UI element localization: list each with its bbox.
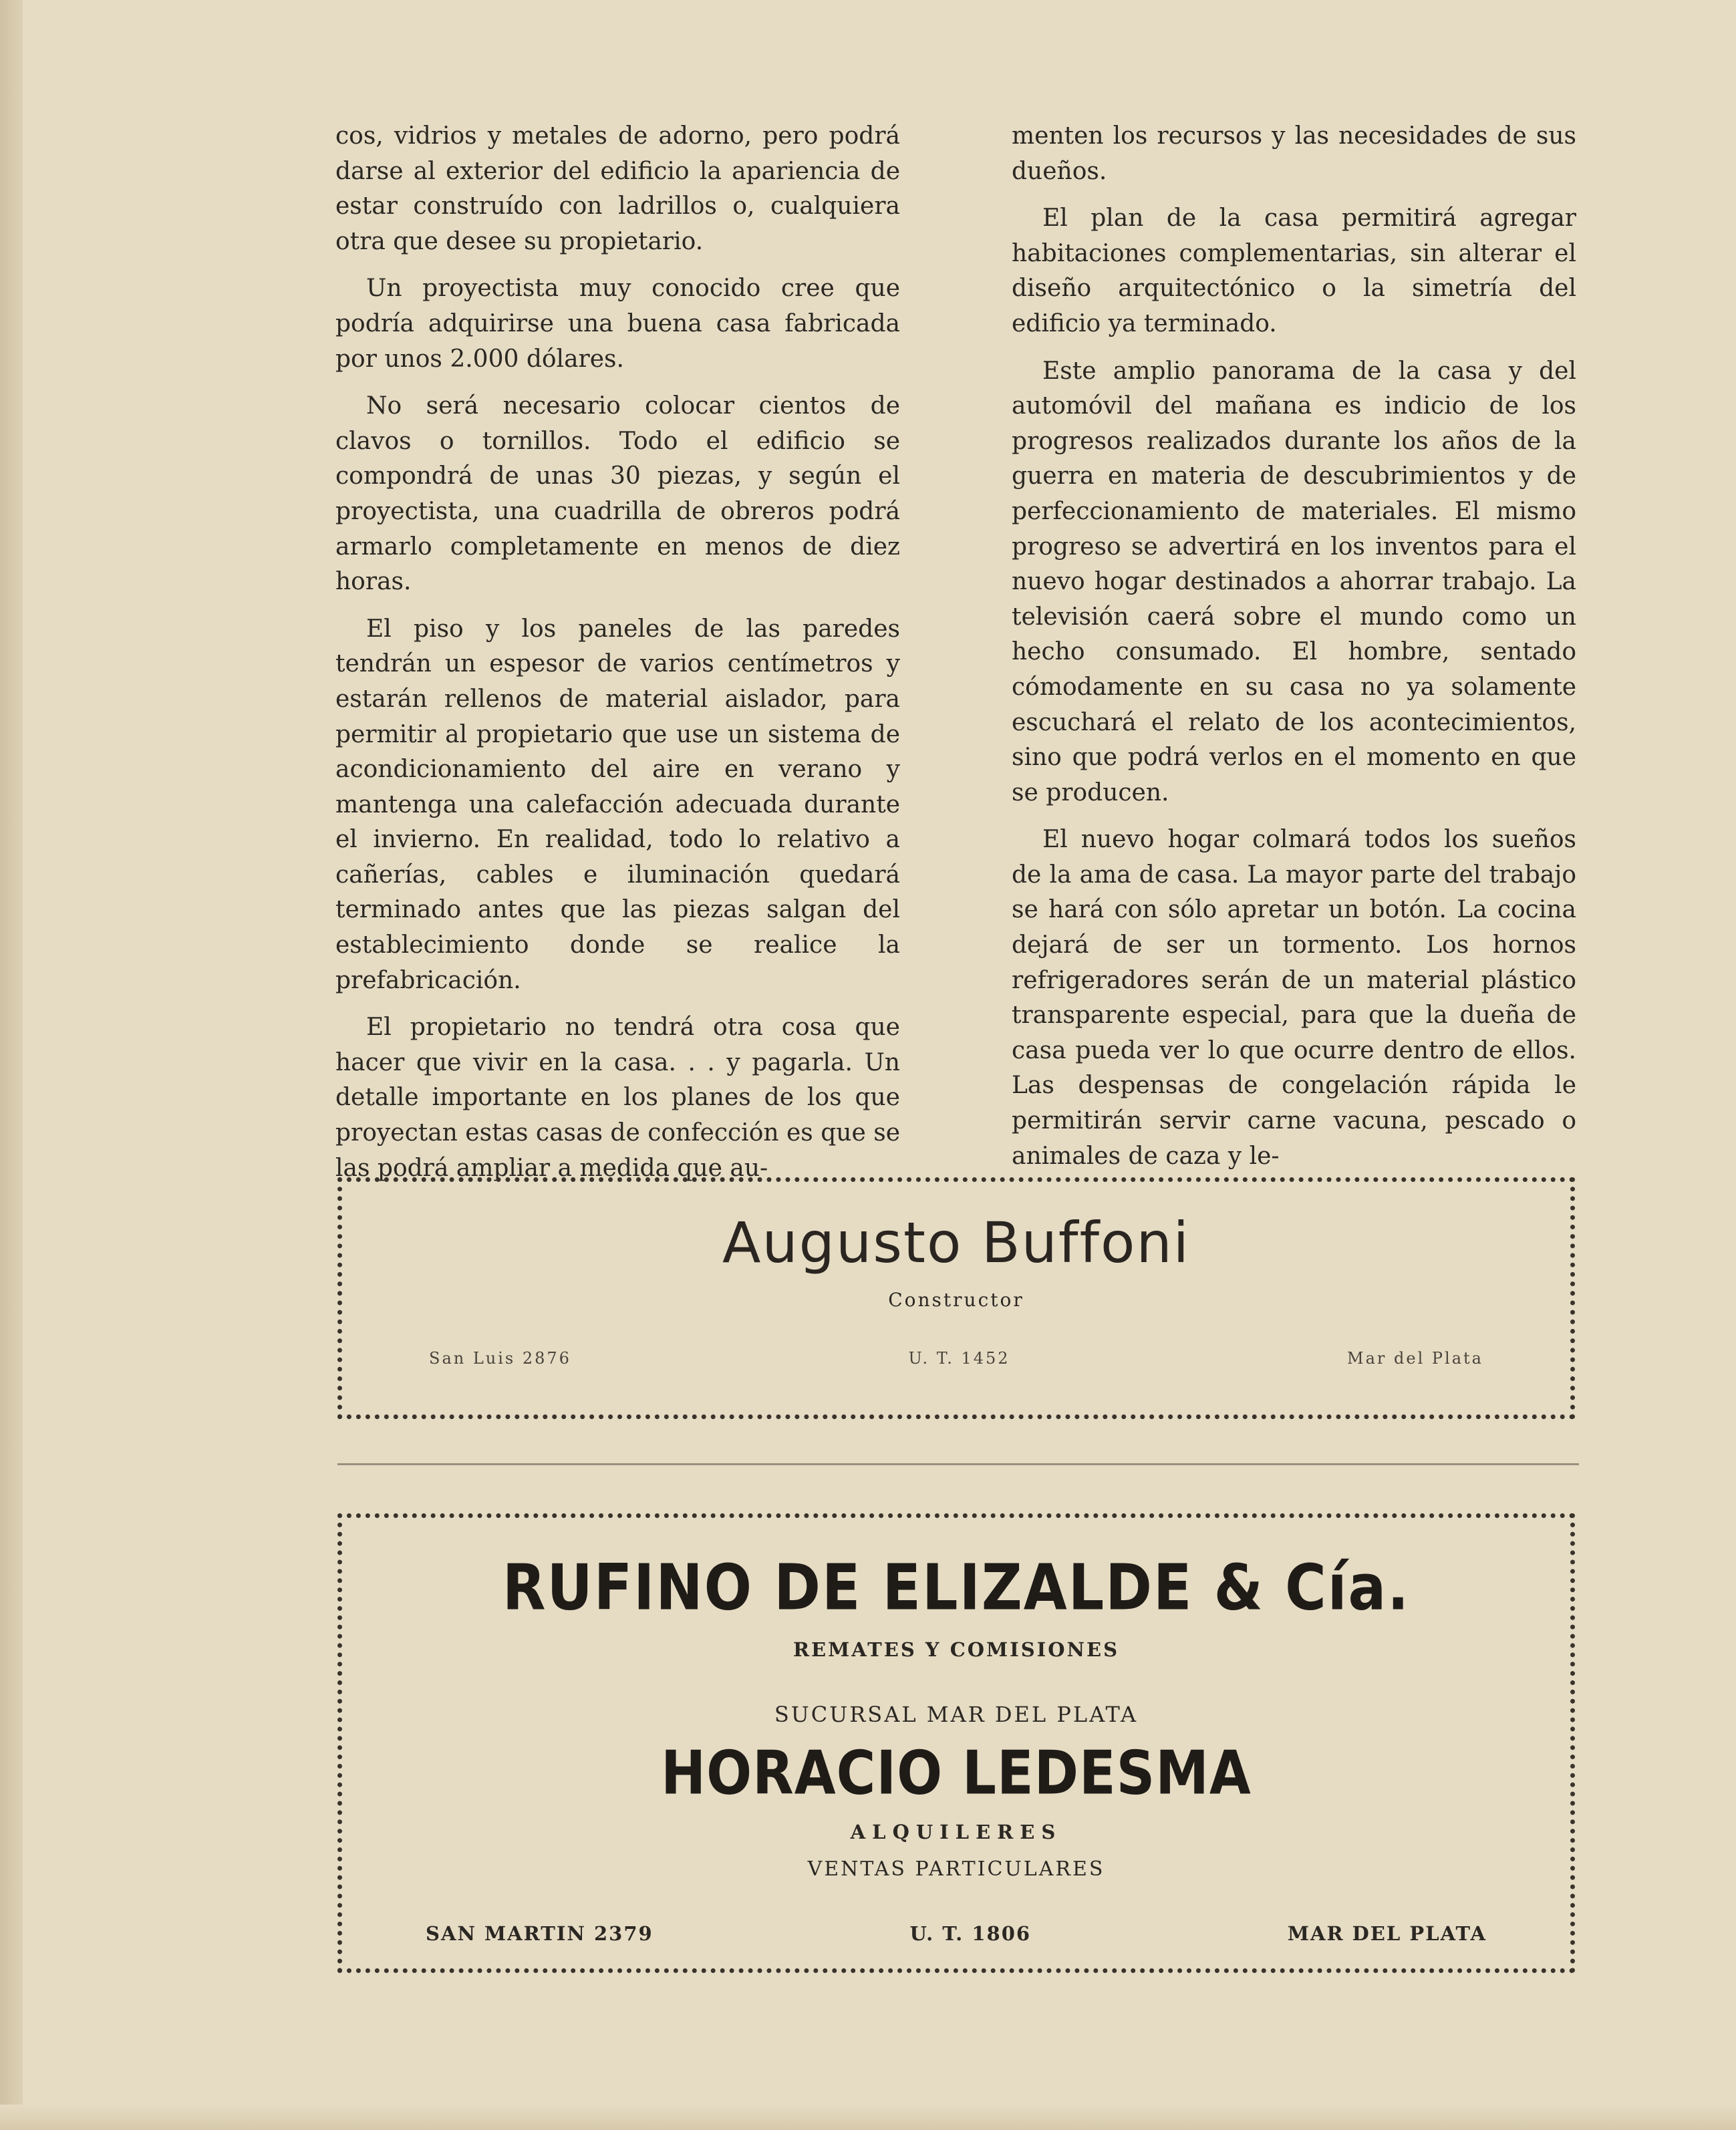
paragraph: El plan de la casa permitirá agregar habitaciones complementarias, sin alterar el diseño arquitectónico o la simetría del edificio ya terminado. bbox=[1012, 204, 1576, 337]
sales-line: VENTAS PARTICULARES bbox=[807, 1857, 1105, 1881]
contact-row bbox=[426, 1922, 1487, 1945]
page-edge-shadow bbox=[0, 0, 23, 2130]
paragraph: No será necesario colocar cientos de clavos o tornillos. Todo el edificio se compondrá de unas 30 piezas, y según el proyectista, una cuadrilla de obreros podrá armarlo completamente en menos de diez horas. bbox=[335, 392, 900, 596]
advertiser-name: RUFINO DE ELIZALDE & Cía. bbox=[502, 1551, 1411, 1624]
article-right-column bbox=[1012, 119, 1576, 1186]
advertiser-name: Augusto Buffoni bbox=[722, 1210, 1191, 1275]
paragraph: El propietario no tendrá otra cosa que hacer que vivir en la casa. . . y pagarla. Un detalle importante en los planes de los que proyectan estas casas de confección es que se las podrá ampliar a medida que au- bbox=[335, 1014, 900, 1182]
phone: U. T. 1806 bbox=[909, 1922, 1032, 1945]
article-left-column bbox=[335, 119, 900, 1198]
address: SAN MARTIN 2379 bbox=[426, 1922, 654, 1945]
contact-row bbox=[429, 1349, 1483, 1368]
advertisement-buffoni bbox=[337, 1177, 1575, 1419]
page-bottom-edge bbox=[0, 2105, 1736, 2130]
branch-line: SUCURSAL MAR DEL PLATA bbox=[774, 1702, 1139, 1727]
branch-manager: HORACIO LEDESMA bbox=[661, 1738, 1252, 1808]
paragraph: El piso y los paneles de las paredes tendrán un espesor de varios centímetros y estarán rellenos de material aislador, para permitir al propietario que use un sistema de acondicionamiento del aire en verano y mantenga una calefacción adecuada durante el invierno. En realidad, todo lo relativo a cañerías, cables e iluminación quedará terminado antes que las piezas salgan del establecimiento donde se realice la prefabricación. bbox=[335, 615, 900, 994]
advertisement-elizalde bbox=[337, 1513, 1575, 1973]
rentals-line: ALQUILERES bbox=[850, 1821, 1062, 1843]
paragraph: Un proyectista muy conocido cree que podría adquirirse una buena casa fabricada por unos 2.000 dólares. bbox=[335, 275, 900, 373]
city: Mar del Plata bbox=[1347, 1349, 1483, 1368]
phone: U. T. 1452 bbox=[908, 1349, 1010, 1368]
paragraph: cos, vidrios y metales de adorno, pero podrá darse al exterior del edificio la apariencia de estar construído con ladrillos o, cualquiera otra que desee su propietario. bbox=[335, 122, 900, 255]
address: San Luis 2876 bbox=[429, 1349, 571, 1368]
horizontal-rule bbox=[337, 1463, 1579, 1465]
paragraph: menten los recursos y las necesidades de sus dueños. bbox=[1012, 122, 1576, 185]
services-line: REMATES Y COMISIONES bbox=[792, 1638, 1120, 1661]
paragraph: El nuevo hogar colmará todos los sueños de la ama de casa. La mayor parte del trabajo se hará con sólo apretar un botón. La cocina dejará de ser un tormento. Los hornos refrigeradores serán de un material plástico transparente especial, para que la dueña de casa pueda ver lo que ocurre dentro de ellos. Las despensas de congelación rápida le permitirán servir carne vacuna, pescado o animales de caza y le- bbox=[1012, 826, 1576, 1170]
city: MAR DEL PLATA bbox=[1287, 1922, 1487, 1945]
advertiser-trade: Constructor bbox=[888, 1289, 1024, 1311]
paragraph: Este amplio panorama de la casa y del automóvil del mañana es indicio de los progresos realizados durante los años de la guerra en materia de descubrimientos y de perfeccionamiento de materiales. El mismo progreso se advertirá en los inventos para el nuevo hogar destinados a ahorrar trabajo. La televisión caerá sobre el mundo como un hecho consumado. El hombre, sentado cómodamente en su casa no ya solamente escuchará el relato de los acontecimientos, sino que podrá verlos en el momento en que se producen. bbox=[1012, 357, 1576, 806]
